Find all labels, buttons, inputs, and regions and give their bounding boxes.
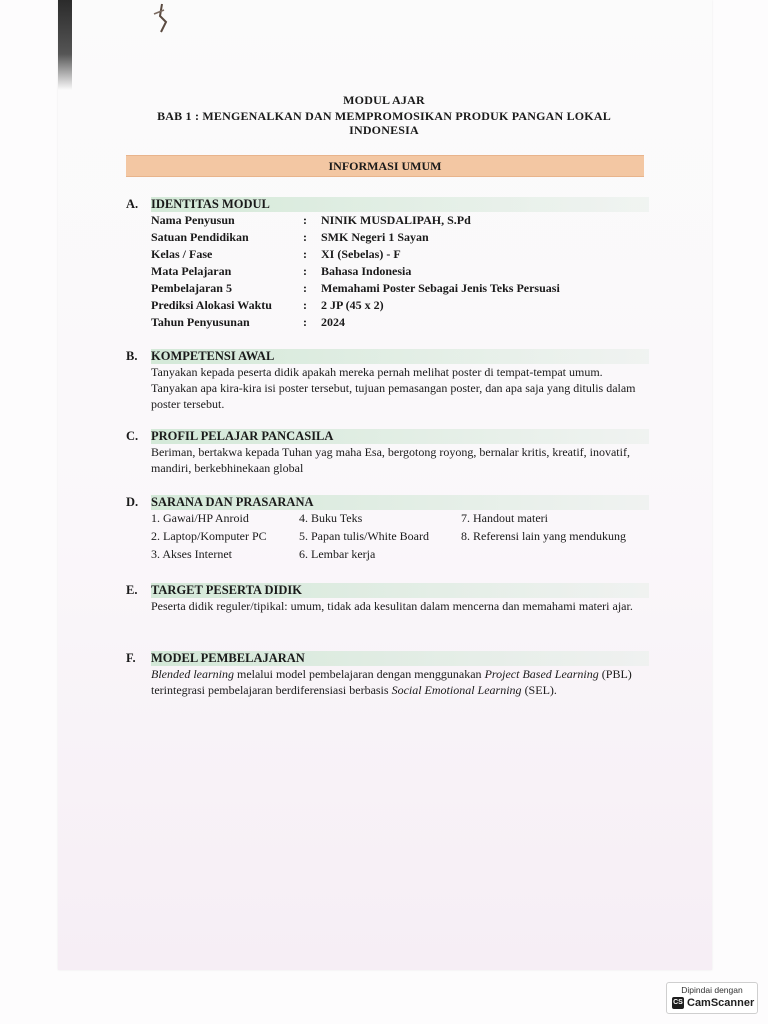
section-target: [126, 582, 651, 614]
section-letter: B.: [126, 348, 138, 363]
identity-row: [126, 229, 649, 246]
list-item: 6. Lembar kerja: [299, 547, 376, 561]
section-profil: [126, 428, 651, 476]
section-heading: IDENTITAS MODUL: [151, 197, 649, 212]
identity-sep: :: [303, 298, 307, 312]
camscanner-logo-icon: CS: [672, 997, 684, 1009]
binding-shadow: [58, 0, 72, 90]
chapter-title-line2: INDONESIA: [349, 123, 419, 137]
identity-row: [126, 246, 649, 263]
list-item: 8. Referensi lain yang mendukung: [461, 529, 626, 543]
identity-sep: :: [303, 213, 307, 227]
identity-value: Bahasa Indonesia: [321, 264, 412, 278]
section-body: [151, 666, 651, 698]
chapter-title-line1: BAB 1 : MENGENALKAN DAN MEMPROMOSIKAN PRODUK PANGAN LOKAL: [157, 109, 611, 123]
identity-value: XI (Sebelas) - F: [321, 247, 401, 261]
list-item: 3. Akses Internet: [151, 547, 232, 561]
identity-value: SMK Negeri 1 Sayan: [321, 230, 429, 244]
section-heading: KOMPETENSI AWAL: [151, 349, 649, 364]
identity-row: [126, 297, 649, 314]
body-fragment: (PBL) terintegrasi pembelajaran berdiferensiasi berbasis: [151, 667, 632, 697]
identity-row: [126, 280, 649, 297]
camscanner-watermark: [666, 982, 758, 1014]
identity-value: NINIK MUSDALIPAH, S.Pd: [321, 213, 471, 227]
list-item: 7. Handout materi: [461, 511, 548, 525]
identity-sep: :: [303, 315, 307, 329]
term-project-based-learning: Project Based Learning: [484, 667, 599, 681]
list-item: 2. Laptop/Komputer PC: [151, 529, 267, 543]
list-item: [461, 546, 661, 563]
identity-key: Nama Penyusun: [151, 213, 235, 227]
watermark-brand: CamScanner: [687, 997, 755, 1009]
section-letter: F.: [126, 650, 136, 665]
page-title: MODUL AJAR: [343, 93, 425, 107]
section-heading: TARGET PESERTA DIDIK: [151, 583, 649, 598]
section-letter: E.: [126, 582, 138, 597]
section-kompetensi: [126, 348, 651, 412]
section-sarana: [126, 494, 661, 563]
section-identitas: [126, 196, 649, 331]
section-body: Beriman, bertakwa kepada Tuhan yag maha Esa, bergotong royong, bernalar kritis, kreatif, inovatif, mandiri, berkebhinekaan global: [151, 445, 630, 475]
identity-key: Kelas / Fase: [151, 247, 213, 261]
body-fragment: melalui model pembelajaran dengan menggunakan: [233, 667, 485, 681]
section-heading: PROFIL PELAJAR PANCASILA: [151, 429, 649, 444]
identity-value: 2 JP (45 x 2): [321, 298, 384, 312]
identity-row: [126, 314, 649, 331]
identity-row: [126, 263, 649, 280]
identity-sep: :: [303, 281, 307, 295]
section-model: [126, 650, 651, 698]
list-item: 4. Buku Teks: [299, 511, 363, 525]
section-letter: A.: [126, 196, 139, 211]
identity-table: [126, 212, 649, 331]
identity-value: Memahami Poster Sebagai Jenis Teks Persuasi: [321, 281, 560, 295]
watermark-caption: Dipindai dengan: [681, 985, 743, 995]
list-item: 1. Gawai/HP Anroid: [151, 511, 249, 525]
body-fragment: (SEL).: [521, 683, 557, 697]
identity-key: Prediksi Alokasi Waktu: [151, 298, 272, 312]
identity-key: Pembelajaran 5: [151, 281, 232, 295]
section-banner: INFORMASI UMUM: [126, 155, 644, 177]
section-letter: D.: [126, 494, 139, 509]
identity-row: [126, 212, 649, 229]
term-blended-learning: Blended learning: [151, 667, 234, 681]
list-item: 5. Papan tulis/White Board: [299, 529, 429, 543]
section-letter: C.: [126, 428, 139, 443]
identity-sep: :: [303, 230, 307, 244]
section-body: Peserta didik reguler/tipikal: umum, tidak ada kesulitan dalam mencerna dan memahami materi ajar.: [151, 599, 633, 613]
document-page: [58, 0, 712, 970]
section-heading: SARANA DAN PRASARANA: [151, 495, 649, 510]
identity-key: Tahun Penyusunan: [151, 315, 250, 329]
identity-key: Mata Pelajaran: [151, 264, 232, 278]
identity-key: Satuan Pendidikan: [151, 230, 249, 244]
identity-value: 2024: [321, 315, 345, 329]
identity-sep: :: [303, 264, 307, 278]
term-sel: Social Emotional Learning: [391, 683, 522, 697]
identity-sep: :: [303, 247, 307, 261]
staple-mark-icon: [150, 2, 180, 36]
facility-list: [151, 510, 661, 563]
section-body: Tanyakan kepada peserta didik apakah mereka pernah melihat poster di tempat-tempat umum. Tanyakan apa kira-kira isi poster tersebut, tujuan pemasangan poster, dan apa saja yang ditulis dalam poster tersebut.: [151, 365, 636, 411]
section-heading: MODEL PEMBELAJARAN: [151, 651, 649, 666]
